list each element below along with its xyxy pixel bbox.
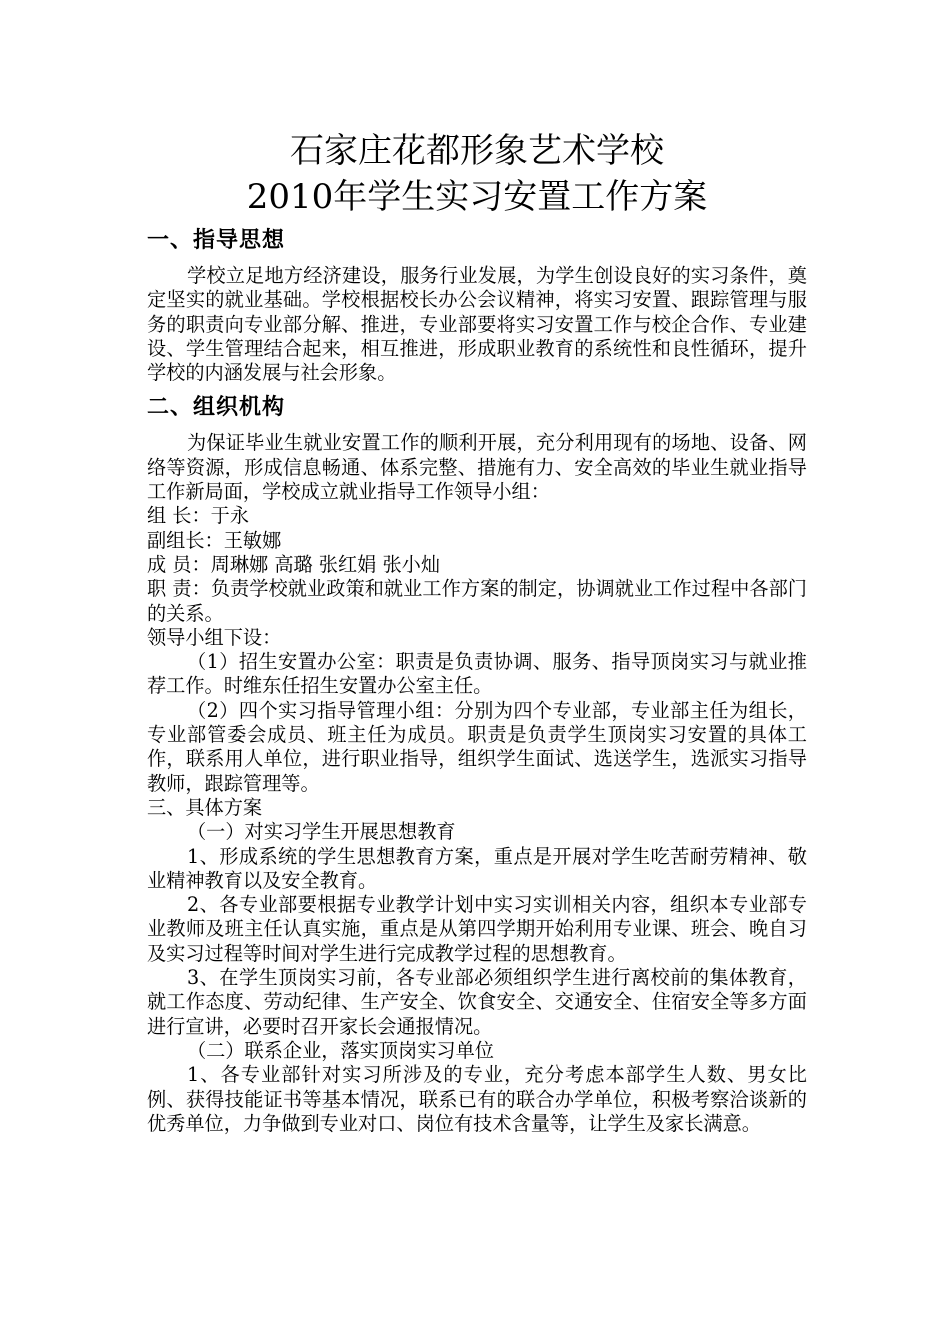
- document-title-school: 石家庄花都形象艺术学校: [290, 131, 664, 171]
- subsection-heading-contact-enterprises: （二）联系企业，落实顶岗实习单位: [187, 1038, 494, 1062]
- paragraph-enterprises-1: 1、各专业部针对实习所涉及的专业，充分考虑本部学生人数、男女比例、获得技能证书等基本情况，联系已有的联合办学单位，积极考察洽谈新的优秀单位，力争做到专业对口、岗位有技术含量等，让学生及家长满意。: [147, 1063, 807, 1135]
- document-body: [147, 128, 807, 1136]
- section-heading-guiding-ideology: 一、指导思想: [147, 228, 286, 253]
- subgroup-item-1: （1）招生安置办公室：职责是负责协调、服务、指导顶岗实习与就业推荐工作。时维东任招生安置办公室主任。: [147, 650, 807, 698]
- deputy-leader-line: 副组长：王敏娜: [147, 528, 282, 552]
- paragraph-guiding-ideology: 学校立足地方经济建设，服务行业发展，为学生创设良好的实习条件，奠定坚实的就业基础。学校根据校长办公会议精神，将实习安置、跟踪管理与服务的职责向专业部分解、推进，专业部要将实习安置工作与校企合作、专业建设、学生管理结合起来，相互推进，形成职业教育的系统性和良性循环，提升学校的内涵发展与社会形象。: [147, 264, 807, 385]
- paragraph-education-2: 2、各专业部要根据专业教学计划中实习实训相关内容，组织本专业部专业教师及班主任认真实施，重点是从第四学期开始利用专业课、班会、晚自习及实习过程等时间对学生进行完成教学过程的思想教育。: [147, 893, 807, 965]
- group-leader-line: 组 长：于永: [147, 504, 250, 528]
- section-heading-specific-plan: 三、具体方案: [147, 795, 263, 819]
- section-heading-organization: 二、组织机构: [147, 395, 286, 421]
- duty-paragraph: 职 责：负责学校就业政策和就业工作方案的制定，协调就业工作过程中各部门的关系。: [147, 577, 807, 625]
- subsection-heading-ideological-education: （一）对实习学生开展思想教育: [187, 820, 456, 844]
- subgroup-item-2: （2）四个实习指导管理小组：分别为四个专业部，专业部主任为组长，专业部管委会成员、班主任为成员。职责是负责学生顶岗实习安置的具体工作，联系用人单位，进行职业指导，组织学生面试、选送学生，选派实习指导教师，跟踪管理等。: [147, 698, 807, 795]
- members-line: 成 员：周琳娜 高璐 张红娟 张小灿: [147, 552, 441, 576]
- paragraph-education-3: 3、在学生顶岗实习前，各专业部必须组织学生进行离校前的集体教育，就工作态度、劳动纪律、生产安全、饮食安全、交通安全、住宿安全等多方面进行宣讲，必要时召开家长会通报情况。: [147, 966, 807, 1038]
- paragraph-organization-intro: 为保证毕业生就业安置工作的顺利开展，充分利用现有的场地、设备、网络等资源，形成信息畅通、体系完整、措施有力、安全高效的毕业生就业指导工作新局面，学校成立就业指导工作领导小组：: [147, 431, 807, 504]
- document-title-plan: 2010年学生实习安置工作方案: [246, 177, 708, 217]
- paragraph-education-1: 1、形成系统的学生思想教育方案，重点是开展对学生吃苦耐劳精神、敬业精神教育以及安全教育。: [147, 844, 807, 892]
- subgroups-label: 领导小组下设：: [147, 625, 282, 649]
